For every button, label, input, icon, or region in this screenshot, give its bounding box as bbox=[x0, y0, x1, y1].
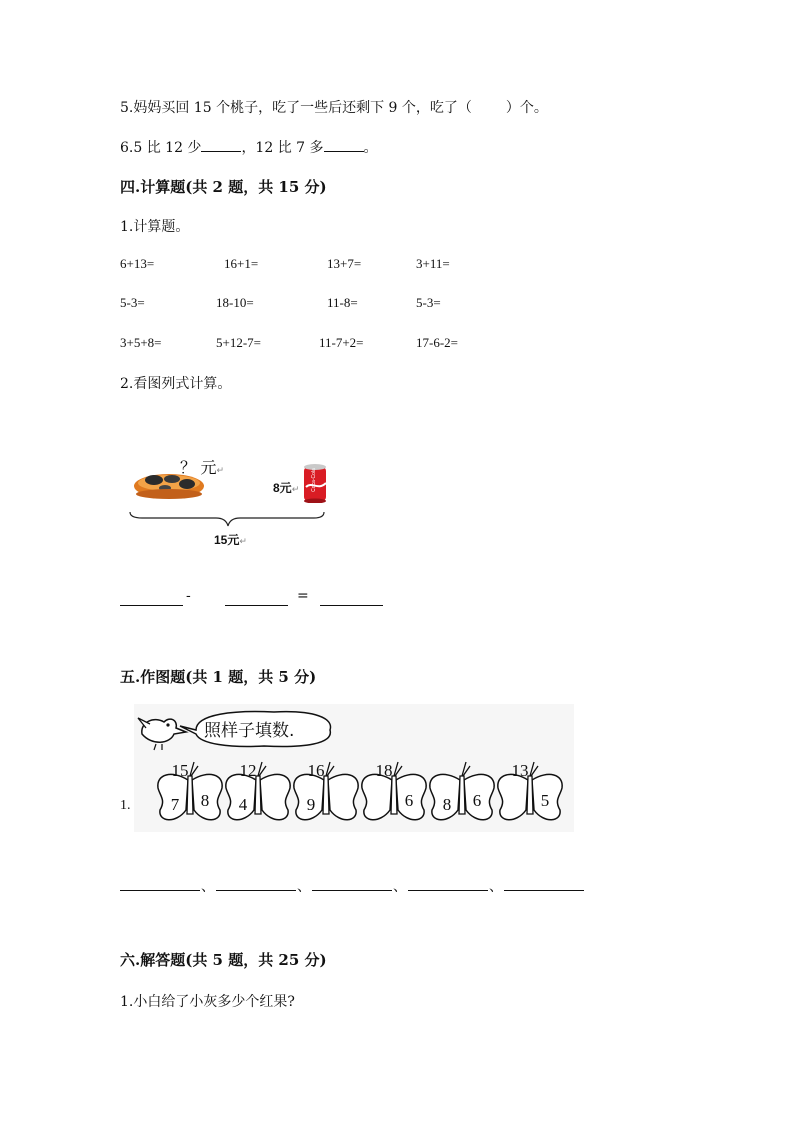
question-6-text-b: ，12 比 7 多 bbox=[241, 140, 324, 156]
butterfly-right-number: 6 bbox=[404, 791, 414, 810]
butterfly-left-number: 4 bbox=[238, 795, 248, 814]
equals-sign: = bbox=[297, 588, 309, 604]
equation: 11-8= bbox=[327, 295, 358, 310]
question-5-text-a: 5.妈妈买回 15 个桃子，吃了一些后还剩下 9 个，吃了（ bbox=[120, 100, 472, 116]
butterfly-right-number: 6 bbox=[472, 791, 482, 810]
butterfly-body bbox=[255, 776, 261, 814]
separator: 、 bbox=[393, 879, 407, 895]
butterfly-top-number: 12 bbox=[239, 761, 257, 780]
answer-blank[interactable] bbox=[216, 878, 296, 891]
calc-2-title: 2.看图列式计算。 bbox=[120, 376, 232, 392]
section-5-title: 五.作图题(共 1 题，共 5 分) bbox=[120, 668, 317, 686]
separator: 、 bbox=[297, 879, 311, 895]
equation: 5-3= bbox=[120, 295, 145, 310]
separator: 、 bbox=[489, 879, 503, 895]
equation: 3+5+8= bbox=[120, 335, 162, 350]
drawing-question-number: 1. bbox=[120, 798, 131, 813]
butterfly-left-number: 9 bbox=[306, 795, 316, 814]
total-brace bbox=[128, 510, 328, 530]
equation: 5-3= bbox=[416, 295, 441, 310]
answer-blank[interactable] bbox=[408, 878, 488, 891]
equation: 16+1= bbox=[224, 256, 259, 271]
answer-blank-q6-a[interactable] bbox=[201, 151, 241, 152]
unknown-price-label: ？ 元↵ bbox=[180, 460, 224, 477]
butterfly-top-number: 15 bbox=[171, 761, 189, 780]
butterfly-top-number: 18 bbox=[375, 761, 393, 780]
question-6-text-a: 6.5 比 12 少 bbox=[120, 140, 202, 156]
equation: 11-7+2= bbox=[319, 335, 364, 350]
answer-blank-result[interactable] bbox=[320, 591, 383, 606]
question-6 bbox=[120, 137, 378, 157]
butterfly-wing-right bbox=[328, 774, 358, 819]
can-price-label: 8元↵ bbox=[273, 481, 300, 495]
speech-text: 照样子填数. bbox=[204, 721, 295, 741]
question-5-text-b: ）个。 bbox=[505, 100, 548, 116]
butterfly-wing-left bbox=[498, 774, 528, 819]
section-4-title: 四.计算题(共 2 题，共 15 分) bbox=[120, 178, 327, 196]
butterfly-wing-right bbox=[260, 774, 290, 819]
butterfly-body bbox=[323, 776, 329, 814]
equation: 5+12-7= bbox=[216, 335, 261, 350]
butterfly-body bbox=[459, 776, 465, 814]
total-price-label: 15元↵ bbox=[214, 533, 247, 547]
coke-can-image bbox=[302, 463, 328, 503]
minus-sign: - bbox=[186, 588, 191, 604]
butterfly-body bbox=[187, 776, 193, 814]
equation: 6+13= bbox=[120, 256, 155, 271]
answer-blank-minuend[interactable] bbox=[120, 591, 183, 606]
equation: 13+7= bbox=[327, 256, 362, 271]
section-6-title: 六.解答题(共 5 题，共 25 分) bbox=[120, 951, 327, 969]
butterfly-illustration bbox=[134, 704, 574, 832]
answer-blank[interactable] bbox=[504, 878, 584, 891]
question-6-text-c: 。 bbox=[363, 140, 378, 156]
answer-blank-subtrahend[interactable] bbox=[225, 591, 288, 606]
equation: 17-6-2= bbox=[416, 335, 458, 350]
question-5 bbox=[120, 97, 548, 117]
butterfly-body bbox=[527, 776, 533, 814]
answer-question-1: 1.小白给了小灰多少个红果? bbox=[120, 994, 295, 1010]
butterfly-right-number: 5 bbox=[540, 791, 550, 810]
butterfly-top-number: 16 bbox=[307, 761, 325, 780]
butterfly-right-number: 8 bbox=[200, 791, 210, 810]
equation: 3+11= bbox=[416, 256, 450, 271]
svg-text:Coca-Cola: Coca-Cola bbox=[311, 468, 317, 492]
separator: 、 bbox=[201, 879, 215, 895]
butterfly-left-number: 8 bbox=[442, 795, 452, 814]
calc-1-title: 1.计算题。 bbox=[120, 219, 190, 235]
butterfly-left-number: 7 bbox=[170, 795, 180, 814]
butterfly-wing-left bbox=[362, 774, 392, 819]
answer-blank[interactable] bbox=[120, 878, 200, 891]
equation: 18-10= bbox=[216, 295, 254, 310]
butterfly-top-number: 13 bbox=[511, 761, 529, 780]
butterfly-body bbox=[391, 776, 397, 814]
answer-blank[interactable] bbox=[312, 878, 392, 891]
answer-blank-q6-b[interactable] bbox=[324, 151, 364, 152]
